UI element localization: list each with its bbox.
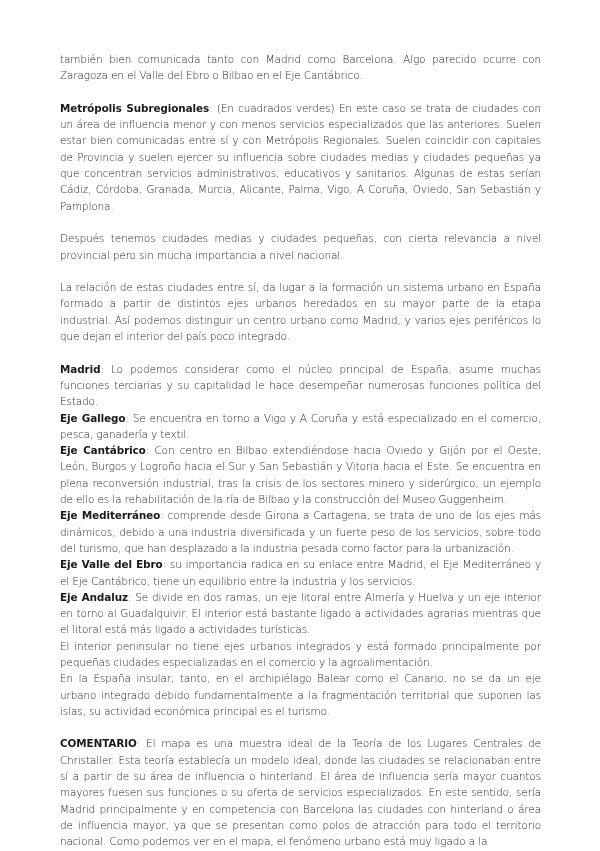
paragraph-eje-valle-del-ebro <box>60 557 541 590</box>
paragraph-text: también bien comunicada tanto con Madrid como Barcelona. Algo parecido ocurre con Zaragoza en el Valle del Ebro o Bilbao en el Eje Cantábrico. <box>60 54 541 83</box>
paragraph-sistema-urbano <box>60 280 541 345</box>
paragraph-comentario <box>60 736 541 850</box>
paragraph-eje-mediterraneo <box>60 508 541 557</box>
term-label: Madrid <box>60 363 101 376</box>
paragraph-text: : Se divide en dos ramas, un eje litoral entre Almería y Huelva y un eje interior en torno al Guadalquivir. El interior está bastante ligado a actividades agrarias mientras que el litoral está más ligado a actividades turísticas. <box>60 591 541 637</box>
paragraph-metropolis-subregionales <box>60 101 541 215</box>
paragraph-eje-gallego <box>60 411 541 444</box>
paragraph-eje-cantabrico <box>60 443 541 508</box>
paragraph-eje-andaluz <box>60 590 541 639</box>
term-label: Metrópolis Subregionales <box>60 102 210 115</box>
paragraph-espana-insular <box>60 671 541 720</box>
paragraph-ciudades-medias <box>60 231 541 264</box>
term-label: Eje Valle del Ebro <box>60 559 163 572</box>
paragraph-text: En la España insular, tanto, en el archipiélago Balear como el Canario, no se da un eje urbano integrado debido fundamentalmente a la fragmentación territorial que suponen las islas, su actividad económica principal es el turismo. <box>60 673 541 718</box>
paragraph-text: Después tenemos ciudades medias y ciudades pequeñas, con cierta relevancia a nivel provincial pero sin mucha importancia a nivel nacional. <box>60 233 541 262</box>
paragraph-interior-peninsular <box>60 639 541 672</box>
paragraph-text: : El mapa es una muestra ideal de la Teoría de los Lugares Centrales de Christaller. Esta teoría establecía un modelo ideal, donde las ciudades se relacionaban entre sí a partir de su área de influencia o hinterland. El área de influencia sería mayor cuantos mayores fuesen sus funciones o su oferta de servicios especializados. En este sentido, sería Madrid principalmente y en competencia con Barcelona las ciudades con hinterland o área de influencia mayor, ya que se presentan como polos de atracción para todo el territorio nacional. Como podemos ver en el mapa, el fenómeno urbano está muy ligado a la <box>60 738 541 849</box>
paragraph-text: : Se encuentra en torno a Vigo y A Coruña y está especializado en el comercio, pesca, ganadería y textil. <box>60 412 541 441</box>
term-label: Eje Cantábrico <box>60 445 146 458</box>
paragraph-text: : comprende desde Girona a Cartagena, se trata de uno de los ejes más dinámicos, debido a una industria diversificada y un fuerte peso de los servicios, sobre todo del turismo, que han desplazado a la industria pesada como factor para la urbanización. <box>60 510 541 555</box>
term-label: Eje Andaluz <box>60 591 128 604</box>
paragraph-text: : Lo podemos considerar como el núcleo principal de España, asume muchas funciones terciarias y su capitalidad le hace desempeñar numerosas funciones política del Estado. <box>60 363 541 409</box>
paragraph-text: La relación de estas ciudades entre sí, da lugar a la formación un sistema urbano en España formado a partir de distintos ejes urbanos heredados en su mayor parte de la etapa industrial. Así podemos distinguir un centro urbano como Madrid, y varios ejes periféricos lo que dejan el interior del país poco integrado. <box>60 282 541 344</box>
term-label: COMENTARIO <box>60 738 137 751</box>
term-label: Eje Mediterráneo <box>60 510 161 523</box>
term-label: Eje Gallego <box>60 412 126 425</box>
paragraph-madrid <box>60 362 541 411</box>
paragraph-intro-continuation <box>60 52 541 85</box>
paragraph-text: : su importancia radica en su enlace entre Madrid, el Eje Mediterráneo y el Eje Cantábrico, tiene un equilibrio entre la industria y los servicios. <box>60 559 542 588</box>
paragraph-text: : (En cuadrados verdes) En este caso se trata de ciudades con un área de influencia menor y con menos servicios especializados que las anteriores. Suelen estar bien comunicadas entre sí y con Metrópolis Regionales. Suelen coincidir con capitales de Provincia y suelen ejercer su influencia sobre ciudades medias y ciudades pequeñas ya que concentran servicios administrativos, educativos y sanitarios. Algunas de estas serían Cádiz, Córdoba, Granada, Murcia, Alicante, Palma, Vigo, A Coruña, Oviedo, San Sebastián y Pamplona. <box>60 102 541 213</box>
paragraph-text: : Con centro en Bilbao extendiéndose hacia Oviedo y Gijón por el Oeste, León, Burgos y Logroño hacia el Sur y San Sebastián y Vitoria hacia el Este. Se encuentra en plena reconversión industrial, tras la crisis de los sectores minero y siderúrgico, un ejemplo de ello es la rehabilitación de la ría de Bilbao y la construcción del Museo Guggenheim. <box>60 445 542 507</box>
paragraph-text: El interior peninsular no tiene ejes urbanos integrados y está formado principalmente por pequeñas ciudades especializadas en el comercio y la agroalimentación. <box>60 640 541 669</box>
